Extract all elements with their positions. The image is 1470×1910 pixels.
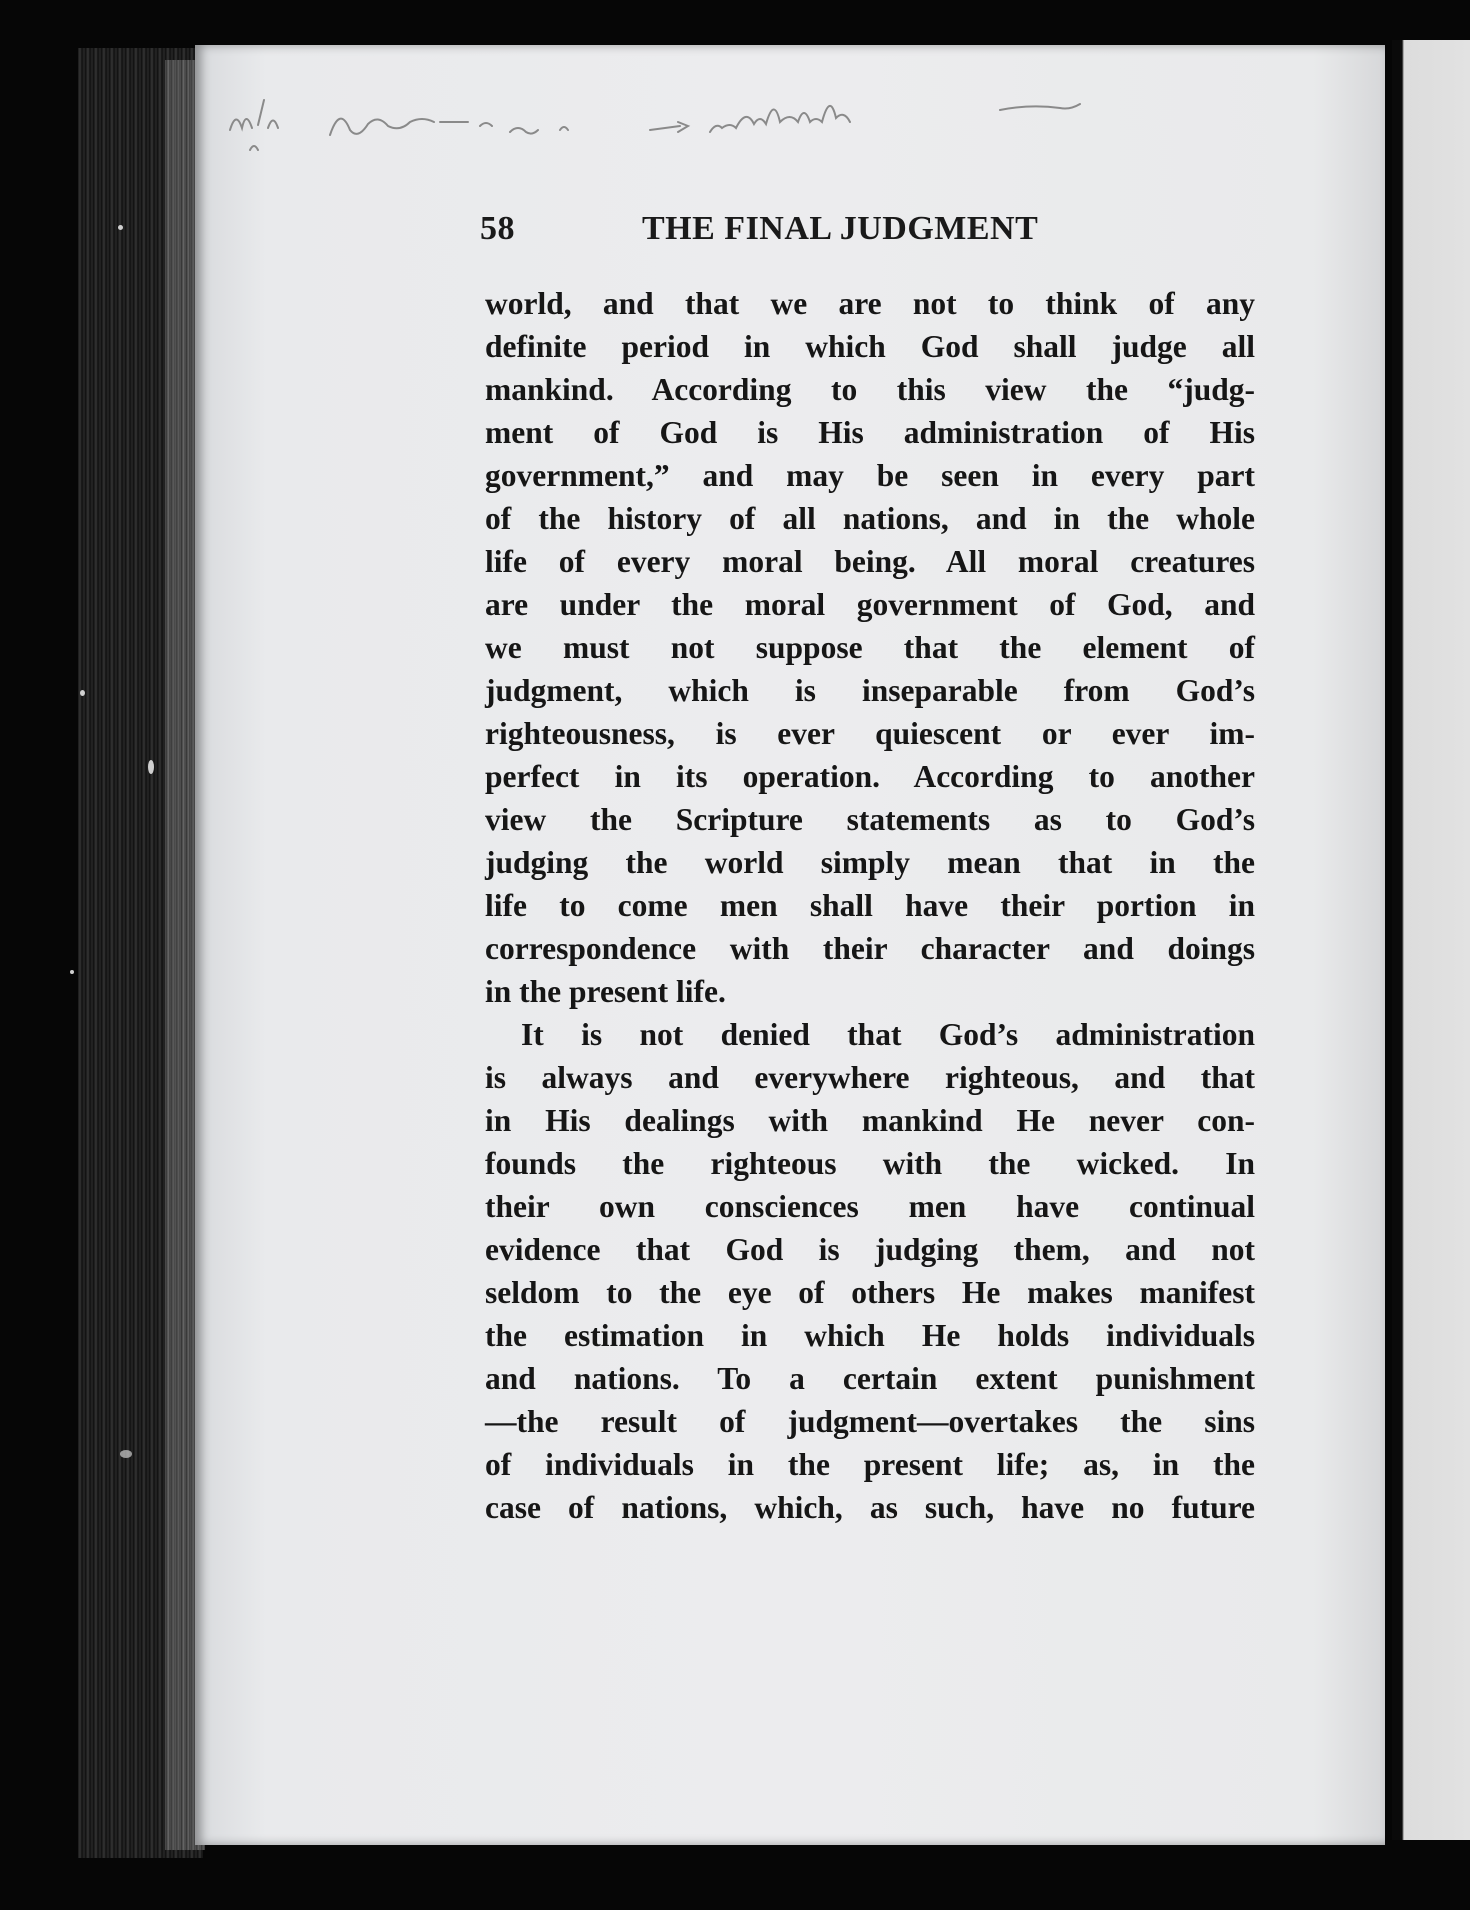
running-title: THE FINAL JUDGMENT <box>642 210 1039 247</box>
text-line: founds the righteous with the wicked. In <box>485 1146 1255 1181</box>
text-line: perfect in its operation. According to another <box>485 759 1255 794</box>
paragraph-2 <box>485 1013 1255 1529</box>
text-line: mankind. According to this view the “judg- <box>485 372 1255 407</box>
text-line: definite period in which God shall judge all <box>485 329 1255 364</box>
dust-speck <box>148 760 154 774</box>
handwritten-marginalia <box>210 80 1090 160</box>
text-line: life to come men shall have their portion in <box>485 888 1255 923</box>
text-line: case of nations, which, as such, have no future <box>485 1490 1255 1525</box>
text-line: world, and that we are not to think of any <box>485 286 1255 321</box>
text-line: seldom to the eye of others He makes manifest <box>485 1275 1255 1310</box>
facing-page-edge <box>1392 40 1470 1840</box>
dust-speck <box>80 690 85 696</box>
text-line: judgment, which is inseparable from God’s <box>485 673 1255 708</box>
text-line: life of every moral being. All moral creatures <box>485 544 1255 579</box>
text-line: in the present life. <box>485 974 726 1009</box>
dust-speck <box>120 1450 132 1458</box>
text-line: correspondence with their character and doings <box>485 931 1255 966</box>
text-line: ment of God is His administration of His <box>485 415 1255 450</box>
body-text <box>485 282 1255 1529</box>
text-line: of the history of all nations, and in the whole <box>485 501 1255 536</box>
text-line: the estimation in which He holds individuals <box>485 1318 1255 1353</box>
text-line: we must not suppose that the element of <box>485 630 1255 665</box>
text-line: evidence that God is judging them, and not <box>485 1232 1255 1267</box>
text-line: government,” and may be seen in every part <box>485 458 1255 493</box>
page-number: 58 <box>480 210 515 247</box>
text-line: view the Scripture statements as to God’s <box>485 802 1255 837</box>
text-line: their own consciences men have continual <box>485 1189 1255 1224</box>
dust-speck <box>118 225 123 230</box>
text-line: and nations. To a certain extent punishment <box>485 1361 1255 1396</box>
text-line: judging the world simply mean that in the <box>485 845 1255 880</box>
text-line: is always and everywhere righteous, and that <box>485 1060 1255 1095</box>
text-line: It is not denied that God’s administration <box>521 1017 1255 1052</box>
paragraph-1 <box>485 282 1255 1013</box>
text-line: righteousness, is ever quiescent or ever im- <box>485 716 1255 751</box>
text-line: of individuals in the present life; as, in the <box>485 1447 1255 1482</box>
dust-speck <box>70 970 74 974</box>
text-line: —the result of judgment—overtakes the sins <box>485 1404 1255 1439</box>
text-line: in His dealings with mankind He never con- <box>485 1103 1255 1138</box>
text-line: are under the moral government of God, and <box>485 587 1255 622</box>
